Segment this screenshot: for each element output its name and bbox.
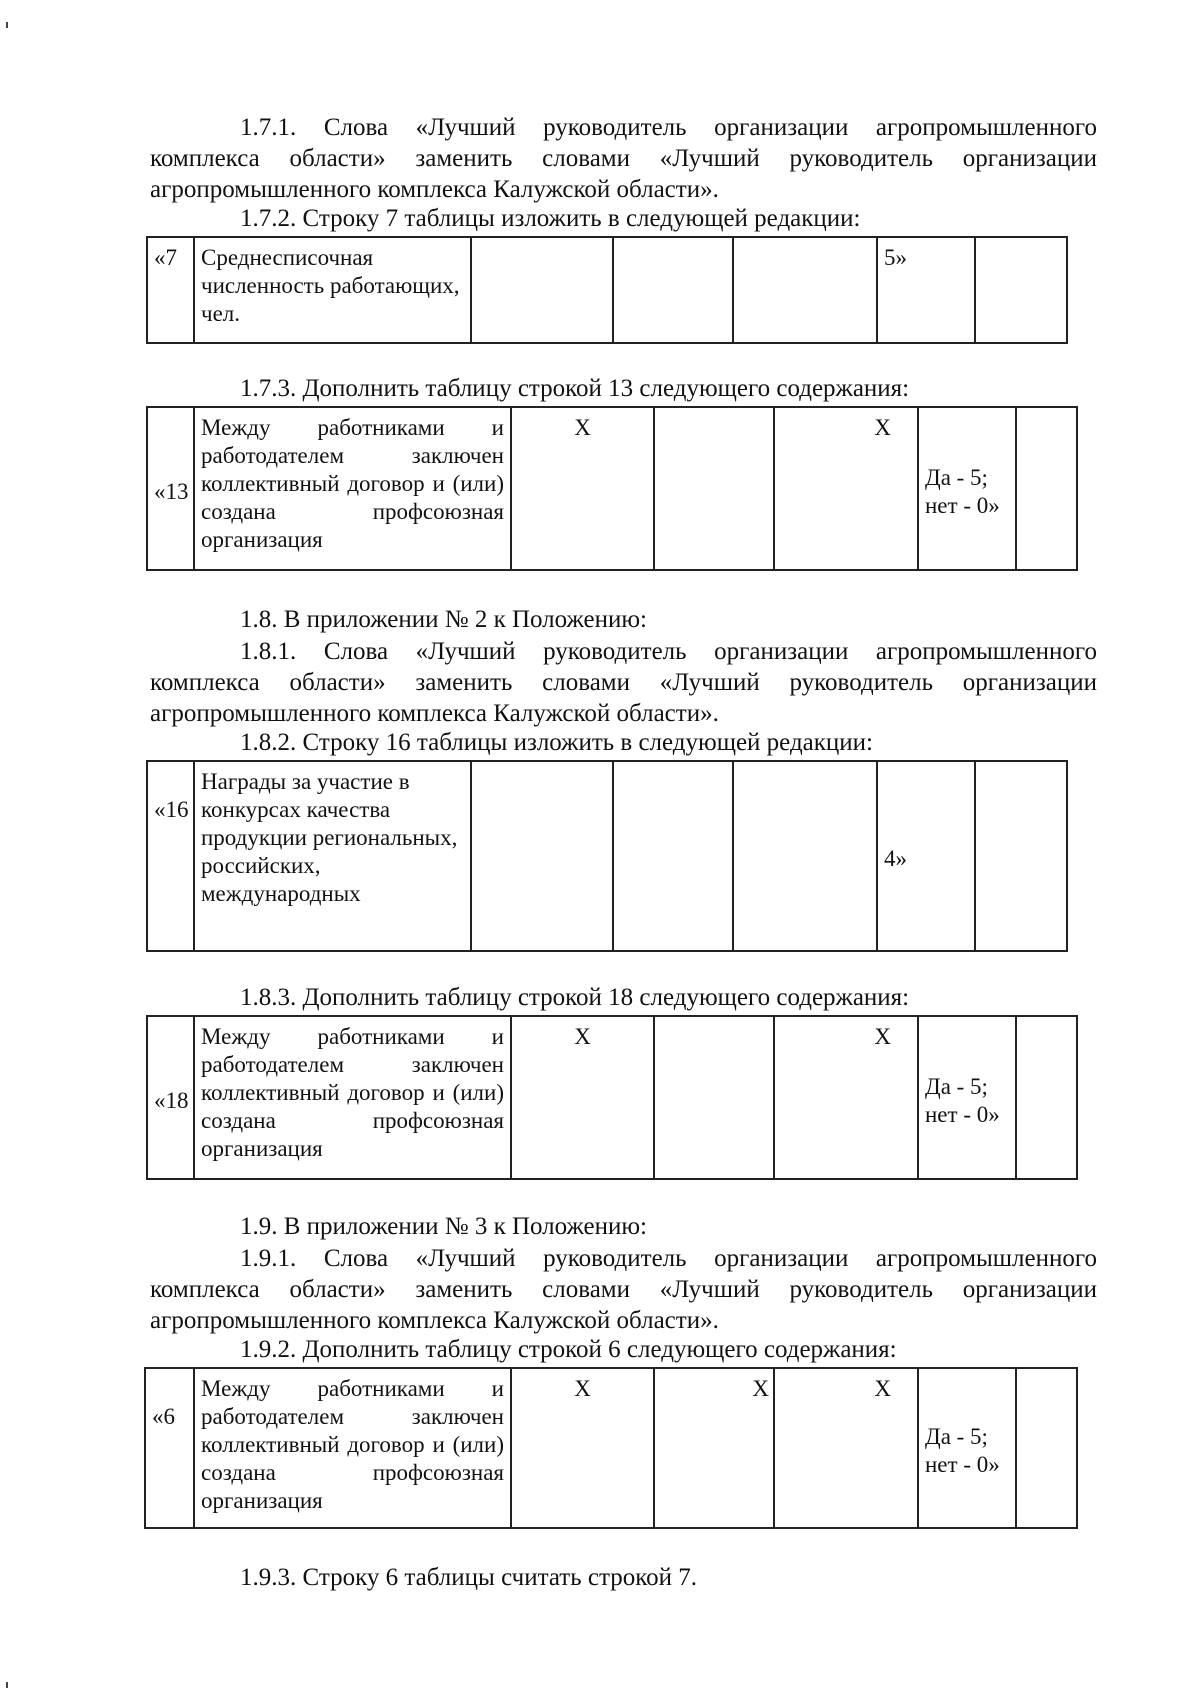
paragraph-1-9-3: 1.9.3. Строку 6 таблицы считать строкой 7. [240,1564,697,1591]
empty-cell [975,237,1067,343]
row-description: Между работниками и работодателем заключен коллективный договор и (или) создана профсоюзная организация [194,407,511,570]
table-row-18 [146,1015,1078,1180]
empty-cell [613,761,733,951]
paragraph-1-9: 1.9. В приложении № 3 к Положению: [240,1213,647,1240]
row-description: Награды за участие в конкурсах качества продукции региональных, российских, международных [194,761,471,951]
paragraph-1-8-3: 1.8.3. Дополнить таблицу строкой 18 следующего содержания: [240,984,910,1011]
paragraph-1-7-2: 1.7.2. Строку 7 таблицы изложить в следующей редакции: [240,205,861,232]
row-score: 5» [877,237,975,343]
row-mark-2: X [654,1368,774,1528]
paragraph-1-7-1: 1.7.1. Слова «Лучший руководитель организации агропромышленного комплекса области» заменить словами «Лучший руководитель организации агропромышленного комплекса Калужской области». [150,114,1097,203]
row-mark-3: X [774,1368,918,1528]
row-number: «18 [147,1016,194,1179]
empty-cell [733,761,877,951]
table-row-16 [146,760,1068,952]
row-number: «6 [145,1368,194,1528]
empty-cell [654,1016,774,1179]
row-mark-1: X [511,407,654,570]
row-score: Да - 5; нет - 0» [918,407,1016,570]
table-row-13 [146,406,1078,571]
scan-mark [6,22,8,28]
row-score: 4» [877,761,975,951]
empty-cell [733,237,877,343]
row-score: Да - 5; нет - 0» [918,1016,1016,1179]
paragraph-1-8-1: 1.8.1. Слова «Лучший руководитель организации агропромышленного комплекса области» заменить словами «Лучший руководитель организации агропромышленного комплекса Калужской области». [150,638,1097,727]
paragraph-1-8: 1.8. В приложении № 2 к Положению: [240,606,647,633]
row-description: Среднесписочная численность работающих, чел. [194,237,471,343]
empty-cell [1016,1368,1077,1528]
empty-cell [1016,407,1077,570]
row-number: «7 [147,237,194,343]
row-mark-2: X [774,407,918,570]
table-row-7 [146,236,1068,344]
empty-cell [471,237,613,343]
empty-cell [471,761,613,951]
paragraph-1-9-1: 1.9.1. Слова «Лучший руководитель организации агропромышленного комплекса области» заменить словами «Лучший руководитель организации агропромышленного комплекса Калужской области». [150,1245,1097,1334]
empty-cell [613,237,733,343]
empty-cell [1016,1016,1077,1179]
row-description: Между работниками и работодателем заключен коллективный договор и (или) создана профсоюзная организация [194,1368,511,1528]
row-score: Да - 5; нет - 0» [918,1368,1016,1528]
scan-mark [6,1682,8,1688]
paragraph-1-9-2: 1.9.2. Дополнить таблицу строкой 6 следующего содержания: [240,1336,897,1363]
paragraph-1-8-2: 1.8.2. Строку 16 таблицы изложить в следующей редакции: [240,729,873,756]
row-number: «16 [147,761,194,951]
row-number: «13 [147,407,194,570]
table-row-6 [144,1367,1078,1529]
row-mark-1: X [511,1368,654,1528]
row-description: Между работниками и работодателем заключен коллективный договор и (или) создана профсоюзная организация [194,1016,511,1179]
empty-cell [975,761,1067,951]
row-mark-1: X [511,1016,654,1179]
row-mark-2: X [774,1016,918,1179]
paragraph-1-7-3: 1.7.3. Дополнить таблицу строкой 13 следующего содержания: [240,375,910,402]
empty-cell [654,407,774,570]
